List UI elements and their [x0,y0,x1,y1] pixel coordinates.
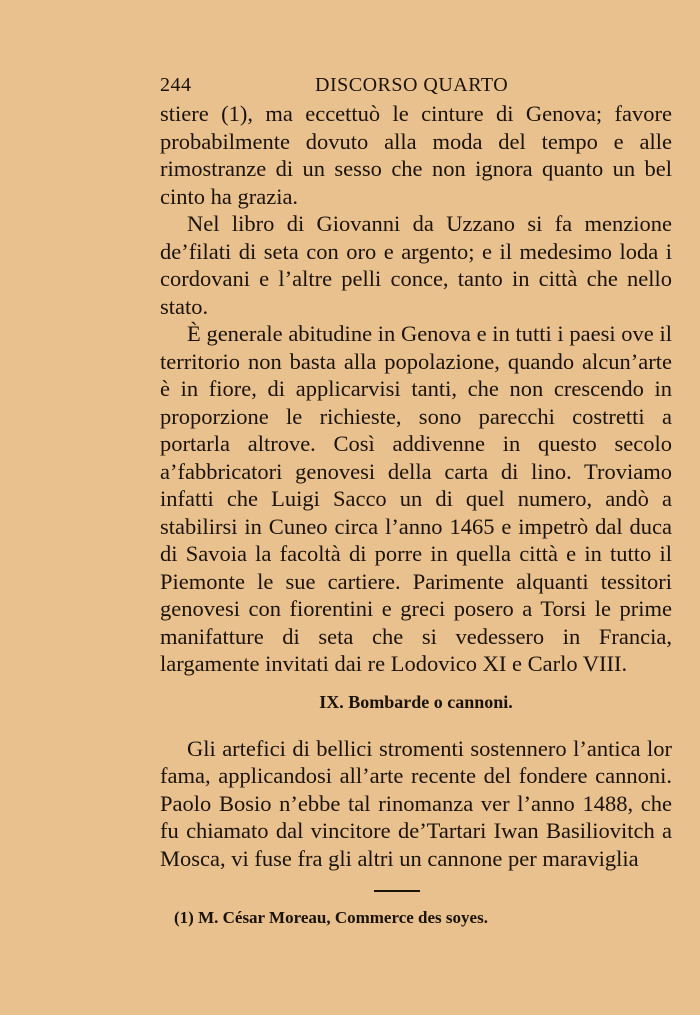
page-header [160,74,672,100]
paragraph-continued: stiere (1), ma eccettuò le cinture di Genova; favore probabilmente dovuto alla moda del tempo e alle rimostranze di un sesso che non ignora quanto un bel cinto ha grazia. [160,101,672,209]
section-title: IX. Bombarde o cannoni. [319,691,513,712]
body-text [160,100,672,872]
footnote-divider [374,890,420,892]
paragraph: È generale abitudine in Genova e in tutti i paesi ove il territorio non basta alla popolazione, quando alcun’arte è in fiore, di applicarvisi tanti, che non crescendo in proporzione le richieste, sono parecchi costretti a portarla altrove. Così addivenne in questo secolo a’fabbricatori genovesi della carta di lino. Troviamo infatti che Luigi Sacco un di quel numero, andò a stabilirsi in Cuneo circa l’anno 1465 e impetrò dal duca di Savoia la facoltà di porre in quella città e in tutto il Piemonte le sue cartiere. Parimente alquanti tessitori genovesi con fiorentini e greci posero a Torsi le prime manifatture di seta che si vedessero in Francia, largamente invitati dai re Lodovico XI e Carlo VIII. [160,321,672,676]
paragraph: Nel libro di Giovanni da Uzzano si fa menzione de’filati di seta con oro e argento; e il medesimo loda i cordovani e l’altre pelli conce, tanto in città che nello stato. [160,211,672,319]
page-number: 244 [160,74,192,96]
running-head: DISCORSO QUARTO [315,74,509,96]
paragraph: Gli artefici di bellici stromenti sostennero l’antica lor fama, applicandosi all’arte recente del fondere cannoni. Paolo Bosio n’ebbe tal rinomanza ver l’anno 1488, che fu chiamato dal vincitore de’Tartari Iwan Basiliovitch a Mosca, vi fuse fra gli altri un cannone per maraviglia [160,735,672,871]
book-page [160,74,672,928]
footnote: (1) M. César Moreau, Commerce des soyes. [174,908,488,927]
